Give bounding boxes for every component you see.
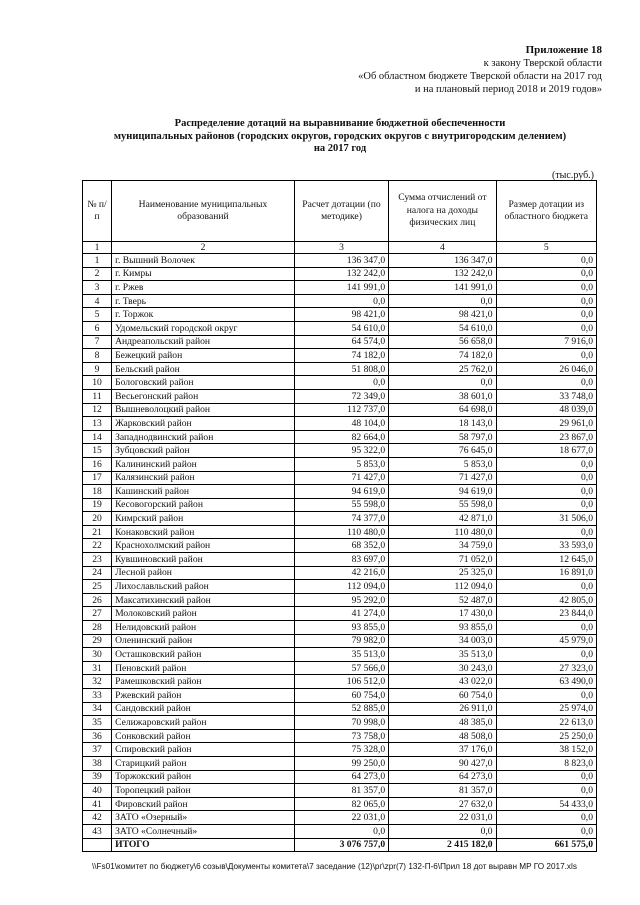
table-row [83, 756, 597, 770]
row-number: 33 [83, 689, 112, 703]
municipality-name: г. Тверь [112, 294, 295, 308]
tax-value: 37 176,0 [389, 743, 496, 757]
column-number: 5 [496, 242, 596, 254]
table-row [83, 566, 597, 580]
tax-value: 110 480,0 [389, 525, 496, 539]
total-tax: 2 415 182,0 [389, 838, 496, 852]
row-number: 30 [83, 648, 112, 662]
municipality-name: Андреапольский район [112, 335, 295, 349]
row-number: 9 [83, 362, 112, 376]
municipality-name: Западнодвинский район [112, 430, 295, 444]
row-number: 34 [83, 702, 112, 716]
tax-value: 25 325,0 [389, 566, 496, 580]
header-tax: Сумма отчислений от налога на доходы физических лиц [389, 181, 496, 242]
tax-value: 0,0 [389, 294, 496, 308]
municipality-name: Бологовский район [112, 376, 295, 390]
row-number: 7 [83, 335, 112, 349]
table-row [83, 743, 597, 757]
municipality-name: Спировский район [112, 743, 295, 757]
header-grant: Размер дотации из областного бюджета [496, 181, 596, 242]
row-number: 15 [83, 444, 112, 458]
table-row [83, 308, 597, 322]
tax-value: 141 991,0 [389, 281, 496, 295]
tax-value: 0,0 [389, 376, 496, 390]
tax-value: 22 031,0 [389, 811, 496, 825]
calc-value: 81 357,0 [294, 784, 388, 798]
table-row [83, 457, 597, 471]
calc-value: 48 104,0 [294, 417, 388, 431]
tax-value: 0,0 [389, 824, 496, 838]
tax-value: 81 357,0 [389, 784, 496, 798]
calc-value: 64 574,0 [294, 335, 388, 349]
table-row [83, 729, 597, 743]
tax-value: 58 797,0 [389, 430, 496, 444]
row-number: 35 [83, 716, 112, 730]
municipality-name: Весьегонский район [112, 389, 295, 403]
grant-value: 0,0 [496, 784, 596, 798]
municipality-name: Конаковский район [112, 525, 295, 539]
row-number: 29 [83, 634, 112, 648]
calc-value: 141 991,0 [294, 281, 388, 295]
row-number: 11 [83, 389, 112, 403]
municipality-name: Максатихинский район [112, 593, 295, 607]
municipality-name: Кашинский район [112, 485, 295, 499]
municipality-name: Старицкий район [112, 756, 295, 770]
table-row [83, 254, 597, 268]
calc-value: 55 598,0 [294, 498, 388, 512]
tax-value: 34 003,0 [389, 634, 496, 648]
municipality-name: Молоковский район [112, 607, 295, 621]
row-number: 6 [83, 321, 112, 335]
grant-value: 33 748,0 [496, 389, 596, 403]
row-number: 1 [83, 254, 112, 268]
tax-value: 48 385,0 [389, 716, 496, 730]
tax-value: 93 855,0 [389, 621, 496, 635]
table-row [83, 430, 597, 444]
table-row [83, 362, 597, 376]
calc-value: 0,0 [294, 824, 388, 838]
table-row [83, 539, 597, 553]
table-row [83, 811, 597, 825]
row-number: 21 [83, 525, 112, 539]
header-name: Наименование муниципальных образований [112, 181, 295, 242]
calc-value: 22 031,0 [294, 811, 388, 825]
grant-value: 0,0 [496, 349, 596, 363]
tax-value: 71 052,0 [389, 553, 496, 567]
header-calc: Расчет дотации (по методике) [294, 181, 388, 242]
municipality-name: Бельский район [112, 362, 295, 376]
tax-value: 25 762,0 [389, 362, 496, 376]
municipality-name: Торопецкий район [112, 784, 295, 798]
municipality-name: ЗАТО «Озерный» [112, 811, 295, 825]
table-row [83, 281, 597, 295]
grant-value: 0,0 [496, 457, 596, 471]
municipality-name: Калининский район [112, 457, 295, 471]
calc-value: 79 982,0 [294, 634, 388, 648]
grant-value: 0,0 [496, 648, 596, 662]
row-number: 42 [83, 811, 112, 825]
row-number: 16 [83, 457, 112, 471]
total-label: ИТОГО [112, 838, 295, 852]
row-number: 41 [83, 797, 112, 811]
table-row [83, 607, 597, 621]
row-number: 17 [83, 471, 112, 485]
document-title-line-3: на 2017 год [313, 143, 367, 154]
column-number: 2 [112, 242, 295, 254]
municipality-name: Ржевский район [112, 689, 295, 703]
grant-value: 22 613,0 [496, 716, 596, 730]
grant-value: 29 961,0 [496, 417, 596, 431]
calc-value: 83 697,0 [294, 553, 388, 567]
row-number: 24 [83, 566, 112, 580]
grant-value: 0,0 [496, 525, 596, 539]
tax-value: 35 513,0 [389, 648, 496, 662]
calc-value: 71 427,0 [294, 471, 388, 485]
municipality-name: Рамешковский район [112, 675, 295, 689]
grant-value: 63 490,0 [496, 675, 596, 689]
grant-value: 54 433,0 [496, 797, 596, 811]
grant-value: 25 250,0 [496, 729, 596, 743]
municipality-name: Кимрский район [112, 512, 295, 526]
row-number: 32 [83, 675, 112, 689]
table-row [83, 593, 597, 607]
table-row [83, 267, 597, 281]
calc-value: 136 347,0 [294, 254, 388, 268]
row-number: 8 [83, 349, 112, 363]
row-number: 28 [83, 621, 112, 635]
grant-value: 0,0 [496, 471, 596, 485]
municipality-name: Осташковский район [112, 648, 295, 662]
calc-value: 35 513,0 [294, 648, 388, 662]
calc-value: 57 566,0 [294, 661, 388, 675]
grant-value: 8 823,0 [496, 756, 596, 770]
grant-value: 18 677,0 [496, 444, 596, 458]
table-row [83, 403, 597, 417]
row-number: 39 [83, 770, 112, 784]
total-calc: 3 076 757,0 [294, 838, 388, 852]
calc-value: 51 808,0 [294, 362, 388, 376]
municipality-name: Удомельский городской округ [112, 321, 295, 335]
table-row [83, 797, 597, 811]
grant-value: 0,0 [496, 308, 596, 322]
tax-value: 112 094,0 [389, 580, 496, 594]
calc-value: 95 292,0 [294, 593, 388, 607]
table-row [83, 335, 597, 349]
table-row [83, 321, 597, 335]
table-row [83, 376, 597, 390]
document-title-line-1: Распределение дотаций на выравнивание бюджетной обеспеченности [174, 118, 506, 129]
tax-value: 64 273,0 [389, 770, 496, 784]
appendix-title: Приложение 18 [525, 44, 602, 56]
grant-value: 25 974,0 [496, 702, 596, 716]
units-label: (тыс.руб.) [551, 170, 594, 181]
grant-value: 12 645,0 [496, 553, 596, 567]
calc-value: 94 619,0 [294, 485, 388, 499]
grant-value: 0,0 [496, 294, 596, 308]
grant-value: 23 844,0 [496, 607, 596, 621]
calc-value: 112 737,0 [294, 403, 388, 417]
tax-value: 71 427,0 [389, 471, 496, 485]
municipality-name: Торжокский район [112, 770, 295, 784]
calc-value: 98 421,0 [294, 308, 388, 322]
grant-value: 0,0 [496, 580, 596, 594]
grant-value: 38 152,0 [496, 743, 596, 757]
row-number: 4 [83, 294, 112, 308]
table-row [83, 389, 597, 403]
appendix-line-2: «Об областном бюджете Тверской области на 2017 год [358, 71, 602, 82]
tax-value: 76 645,0 [389, 444, 496, 458]
table-row [83, 417, 597, 431]
row-number: 25 [83, 580, 112, 594]
document-title [80, 118, 600, 156]
tax-value: 18 143,0 [389, 417, 496, 431]
grant-value: 23 867,0 [496, 430, 596, 444]
row-number: 14 [83, 430, 112, 444]
tax-value: 48 508,0 [389, 729, 496, 743]
row-number: 5 [83, 308, 112, 322]
grant-value: 48 039,0 [496, 403, 596, 417]
grant-value: 0,0 [496, 770, 596, 784]
calc-value: 64 273,0 [294, 770, 388, 784]
grant-value: 16 891,0 [496, 566, 596, 580]
tax-value: 52 487,0 [389, 593, 496, 607]
calc-value: 82 065,0 [294, 797, 388, 811]
column-number: 3 [294, 242, 388, 254]
municipality-name: Лесной район [112, 566, 295, 580]
calc-value: 5 853,0 [294, 457, 388, 471]
grant-value: 0,0 [496, 811, 596, 825]
row-number: 12 [83, 403, 112, 417]
grant-value: 0,0 [496, 254, 596, 268]
municipality-name: г. Торжок [112, 308, 295, 322]
row-number: 13 [83, 417, 112, 431]
calc-value: 52 885,0 [294, 702, 388, 716]
grant-value: 31 506,0 [496, 512, 596, 526]
appendix-line-1: к закону Тверской области [483, 58, 602, 69]
table-row [83, 689, 597, 703]
row-number: 40 [83, 784, 112, 798]
table-row [83, 512, 597, 526]
column-number: 4 [389, 242, 496, 254]
total-row [83, 838, 597, 852]
tax-value: 26 911,0 [389, 702, 496, 716]
municipality-name: Нелидовский район [112, 621, 295, 635]
grant-value: 0,0 [496, 376, 596, 390]
calc-value: 106 512,0 [294, 675, 388, 689]
municipality-name: Оленинский район [112, 634, 295, 648]
calc-value: 99 250,0 [294, 756, 388, 770]
calc-value: 93 855,0 [294, 621, 388, 635]
calc-value: 42 216,0 [294, 566, 388, 580]
table-row [83, 634, 597, 648]
row-number: 3 [83, 281, 112, 295]
grant-value: 26 046,0 [496, 362, 596, 376]
calc-value: 72 349,0 [294, 389, 388, 403]
row-number: 10 [83, 376, 112, 390]
calc-value: 75 328,0 [294, 743, 388, 757]
grant-value: 33 593,0 [496, 539, 596, 553]
tax-value: 38 601,0 [389, 389, 496, 403]
calc-value: 54 610,0 [294, 321, 388, 335]
total-grant: 661 575,0 [496, 838, 596, 852]
tax-value: 54 610,0 [389, 321, 496, 335]
row-number: 38 [83, 756, 112, 770]
column-number-row [83, 242, 597, 254]
municipality-name: Жарковский район [112, 417, 295, 431]
grant-value: 7 916,0 [496, 335, 596, 349]
tax-value: 132 242,0 [389, 267, 496, 281]
calc-value: 74 377,0 [294, 512, 388, 526]
tax-value: 34 759,0 [389, 539, 496, 553]
calc-value: 0,0 [294, 294, 388, 308]
municipality-name: Пеновский район [112, 661, 295, 675]
grant-value: 0,0 [496, 267, 596, 281]
row-number: 36 [83, 729, 112, 743]
tax-value: 64 698,0 [389, 403, 496, 417]
table-row [83, 580, 597, 594]
table-row [83, 621, 597, 635]
table-row [83, 294, 597, 308]
row-number: 18 [83, 485, 112, 499]
row-number: 31 [83, 661, 112, 675]
row-number: 27 [83, 607, 112, 621]
municipality-name: Краснохолмский район [112, 539, 295, 553]
grant-value: 0,0 [496, 621, 596, 635]
municipality-name: Фировский район [112, 797, 295, 811]
calc-value: 70 998,0 [294, 716, 388, 730]
grant-value: 45 979,0 [496, 634, 596, 648]
tax-value: 136 347,0 [389, 254, 496, 268]
grant-value: 0,0 [496, 321, 596, 335]
file-path-footer: \\Fs01\комитет по бюджету\6 созыв\Документы комитета\7 заседание (12)\рг\zpr(7) 132-П-6\Прил 18 дот выравн МР ГО 2017.xls [92, 862, 577, 871]
tax-value: 43 022,0 [389, 675, 496, 689]
table-row [83, 498, 597, 512]
table-row [83, 716, 597, 730]
municipality-name: Бежецкий район [112, 349, 295, 363]
municipality-name: г. Кимры [112, 267, 295, 281]
row-number: 22 [83, 539, 112, 553]
municipality-name: Кувшиновский район [112, 553, 295, 567]
table-row [83, 349, 597, 363]
column-number: 1 [83, 242, 112, 254]
grant-value: 0,0 [496, 498, 596, 512]
municipality-name: ЗАТО «Солнечный» [112, 824, 295, 838]
calc-value: 82 664,0 [294, 430, 388, 444]
table-row [83, 770, 597, 784]
row-number: 20 [83, 512, 112, 526]
table-row [83, 661, 597, 675]
tax-value: 98 421,0 [389, 308, 496, 322]
grant-value: 0,0 [496, 485, 596, 499]
tax-value: 42 871,0 [389, 512, 496, 526]
tax-value: 30 243,0 [389, 661, 496, 675]
tax-value: 55 598,0 [389, 498, 496, 512]
appendix-line-3: и на плановый период 2018 и 2019 годов» [414, 84, 602, 95]
calc-value: 68 352,0 [294, 539, 388, 553]
row-number: 23 [83, 553, 112, 567]
table-row [83, 824, 597, 838]
municipality-name: Селижаровский район [112, 716, 295, 730]
tax-value: 60 754,0 [389, 689, 496, 703]
municipality-name: г. Вышний Волочек [112, 254, 295, 268]
calc-value: 112 094,0 [294, 580, 388, 594]
tax-value: 74 182,0 [389, 349, 496, 363]
calc-value: 74 182,0 [294, 349, 388, 363]
table-row [83, 471, 597, 485]
municipality-name: Лихославльский район [112, 580, 295, 594]
table-row [83, 553, 597, 567]
tax-value: 90 427,0 [389, 756, 496, 770]
table-row [83, 675, 597, 689]
municipality-name: Кесовогорский район [112, 498, 295, 512]
table-row [83, 485, 597, 499]
document-title-line-2: муниципальных районов (городских округов, городских округов с внутригородским делением) [113, 130, 567, 142]
tax-value: 56 658,0 [389, 335, 496, 349]
header-num: № п/п [83, 181, 112, 242]
municipality-name: г. Ржев [112, 281, 295, 295]
municipality-name: Сонковский район [112, 729, 295, 743]
table-row [83, 702, 597, 716]
tax-value: 5 853,0 [389, 457, 496, 471]
tax-value: 94 619,0 [389, 485, 496, 499]
row-number: 43 [83, 824, 112, 838]
calc-value: 73 758,0 [294, 729, 388, 743]
table-row [83, 525, 597, 539]
grant-value: 0,0 [496, 824, 596, 838]
calc-value: 0,0 [294, 376, 388, 390]
grant-value: 42 805,0 [496, 593, 596, 607]
tax-value: 17 430,0 [389, 607, 496, 621]
calc-value: 60 754,0 [294, 689, 388, 703]
municipality-name: Сандовский район [112, 702, 295, 716]
table-row [83, 648, 597, 662]
municipality-name: Вышневолоцкий район [112, 403, 295, 417]
calc-value: 95 322,0 [294, 444, 388, 458]
grant-value: 27 323,0 [496, 661, 596, 675]
appendix-header [358, 44, 602, 96]
table-row [83, 784, 597, 798]
municipality-name: Калязинский район [112, 471, 295, 485]
tax-value: 27 632,0 [389, 797, 496, 811]
row-number: 26 [83, 593, 112, 607]
row-number: 2 [83, 267, 112, 281]
table-row [83, 444, 597, 458]
table-header-row [83, 181, 597, 242]
grant-value: 0,0 [496, 281, 596, 295]
row-number: 19 [83, 498, 112, 512]
calc-value: 132 242,0 [294, 267, 388, 281]
municipality-name: Зубцовский район [112, 444, 295, 458]
subsidy-table [82, 180, 597, 852]
calc-value: 110 480,0 [294, 525, 388, 539]
grant-value: 0,0 [496, 689, 596, 703]
row-number: 37 [83, 743, 112, 757]
calc-value: 41 274,0 [294, 607, 388, 621]
